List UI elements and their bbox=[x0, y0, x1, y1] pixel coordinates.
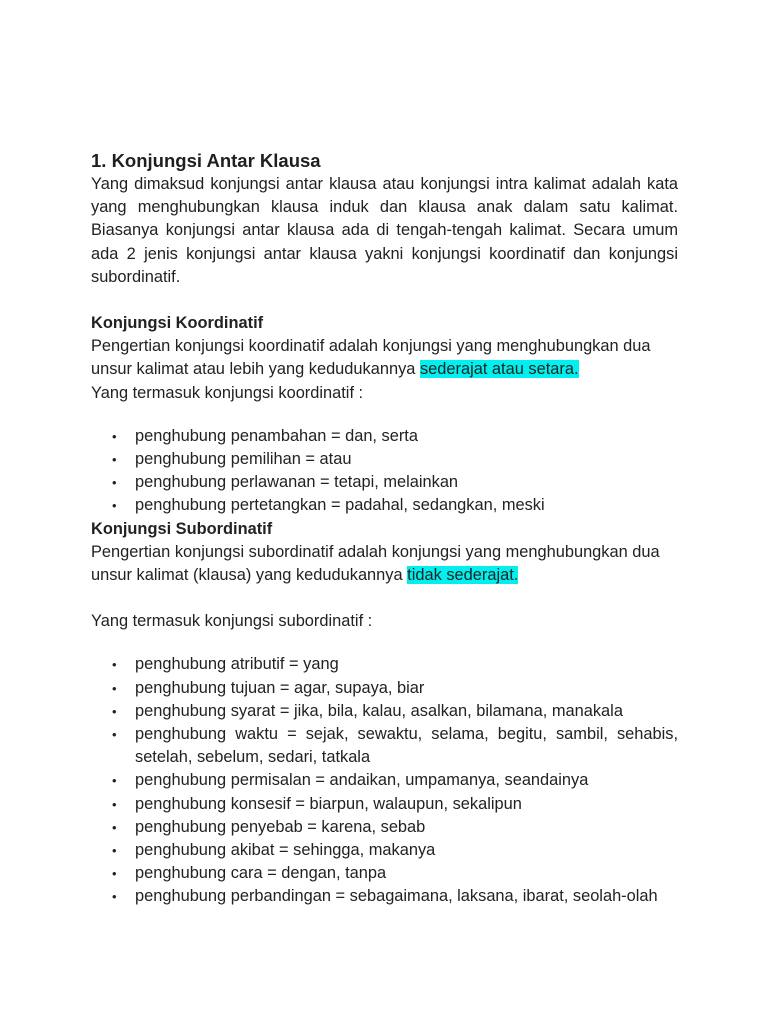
list-item bbox=[91, 471, 678, 494]
list-item bbox=[91, 677, 678, 700]
list-item-text: penghubung akibat = sehingga, makanya bbox=[135, 841, 436, 860]
koordinatif-definition-text: Pengertian konjungsi koordinatif adalah konjungsi yang menghubungkan dua unsur kalimat atau lebih yang kedudukannya bbox=[91, 337, 651, 379]
koordinatif-list-intro: Yang termasuk konjungsi koordinatif : bbox=[91, 383, 364, 402]
koordinatif-heading: Konjungsi Koordinatif bbox=[91, 314, 264, 333]
list-item-text: penghubung penyebab = karena, sebab bbox=[135, 817, 426, 836]
list-item bbox=[91, 723, 678, 769]
list-item bbox=[91, 700, 678, 723]
list-item-text: penghubung tujuan = agar, supaya, biar bbox=[135, 678, 425, 697]
list-item bbox=[91, 862, 678, 885]
bullet-icon: • bbox=[112, 866, 117, 882]
bullet-icon: • bbox=[112, 657, 117, 673]
list-item bbox=[91, 839, 678, 862]
spacer bbox=[91, 587, 678, 610]
subordinatif-highlight: tidak sederajat. bbox=[407, 566, 519, 585]
list-item-text: penghubung waktu = sejak, sewaktu, selama, begitu, sambil, sehabis, setelah, sebelum, sedari, tatkala bbox=[135, 725, 678, 767]
subordinatif-heading: Konjungsi Subordinatif bbox=[91, 519, 273, 538]
list-item-text: penghubung pertetangkan = padahal, sedangkan, meski bbox=[135, 496, 545, 515]
list-item-text: penghubung pemilihan = atau bbox=[135, 450, 352, 469]
bullet-icon: • bbox=[112, 843, 117, 859]
koordinatif-list bbox=[91, 425, 678, 518]
list-item-text: penghubung atributif = yang bbox=[135, 655, 339, 674]
list-item bbox=[91, 425, 678, 448]
bullet-icon: • bbox=[112, 773, 117, 789]
subordinatif-list-intro: Yang termasuk konjungsi subordinatif : bbox=[91, 612, 373, 631]
list-item-text: penghubung syarat = jika, bila, kalau, asalkan, bilamana, manakala bbox=[135, 701, 623, 720]
bullet-icon: • bbox=[112, 796, 117, 812]
list-item bbox=[91, 653, 678, 676]
list-item-text: penghubung penambahan = dan, serta bbox=[135, 426, 418, 445]
bullet-icon: • bbox=[112, 428, 117, 444]
document-page bbox=[91, 149, 678, 909]
list-item-text: penghubung perlawanan = tetapi, melainkan bbox=[135, 473, 459, 492]
list-item-text: penghubung konsesif = biarpun, walaupun, sekalipun bbox=[135, 794, 522, 813]
list-item bbox=[91, 769, 678, 792]
bullet-icon: • bbox=[112, 819, 117, 835]
subordinatif-list bbox=[91, 653, 678, 908]
koordinatif-definition bbox=[91, 335, 678, 381]
list-item bbox=[91, 885, 678, 908]
list-item bbox=[91, 816, 678, 839]
bullet-icon: • bbox=[112, 703, 117, 719]
spacer bbox=[91, 289, 678, 312]
subordinatif-definition-text: Pengertian konjungsi subordinatif adalah konjungsi yang menghubungkan dua unsur kalimat (klausa) yang kedudukannya bbox=[91, 542, 660, 585]
list-item-text: penghubung permisalan = andaikan, umpamanya, seandainya bbox=[135, 771, 589, 790]
bullet-icon: • bbox=[112, 889, 117, 905]
bullet-icon: • bbox=[112, 475, 117, 491]
intro-paragraph: Yang dimaksud konjungsi antar klausa atau konjungsi intra kalimat adalah kata yang menghubungkan klausa induk dan klausa anak dalam satu kalimat. Biasanya konjungsi antar klausa ada di tengah-tengah kalimat. Secara umum ada 2 jenis konjungsi antar klausa yakni konjungsi koordinatif dan konjungsi subordinatif. bbox=[91, 175, 678, 286]
section-title: 1. Konjungsi Antar Klausa bbox=[91, 150, 321, 171]
list-item-text: penghubung perbandingan = sebagaimana, laksana, ibarat, seolah-olah bbox=[135, 887, 658, 906]
list-item bbox=[91, 448, 678, 471]
list-item bbox=[91, 793, 678, 816]
bullet-icon: • bbox=[112, 727, 117, 743]
bullet-icon: • bbox=[112, 498, 117, 514]
list-item-text: penghubung cara = dengan, tanpa bbox=[135, 864, 387, 883]
subordinatif-definition bbox=[91, 541, 678, 587]
list-item bbox=[91, 494, 678, 517]
bullet-icon: • bbox=[112, 680, 117, 696]
bullet-icon: • bbox=[112, 452, 117, 468]
koordinatif-highlight: sederajat atau setara. bbox=[419, 360, 579, 379]
